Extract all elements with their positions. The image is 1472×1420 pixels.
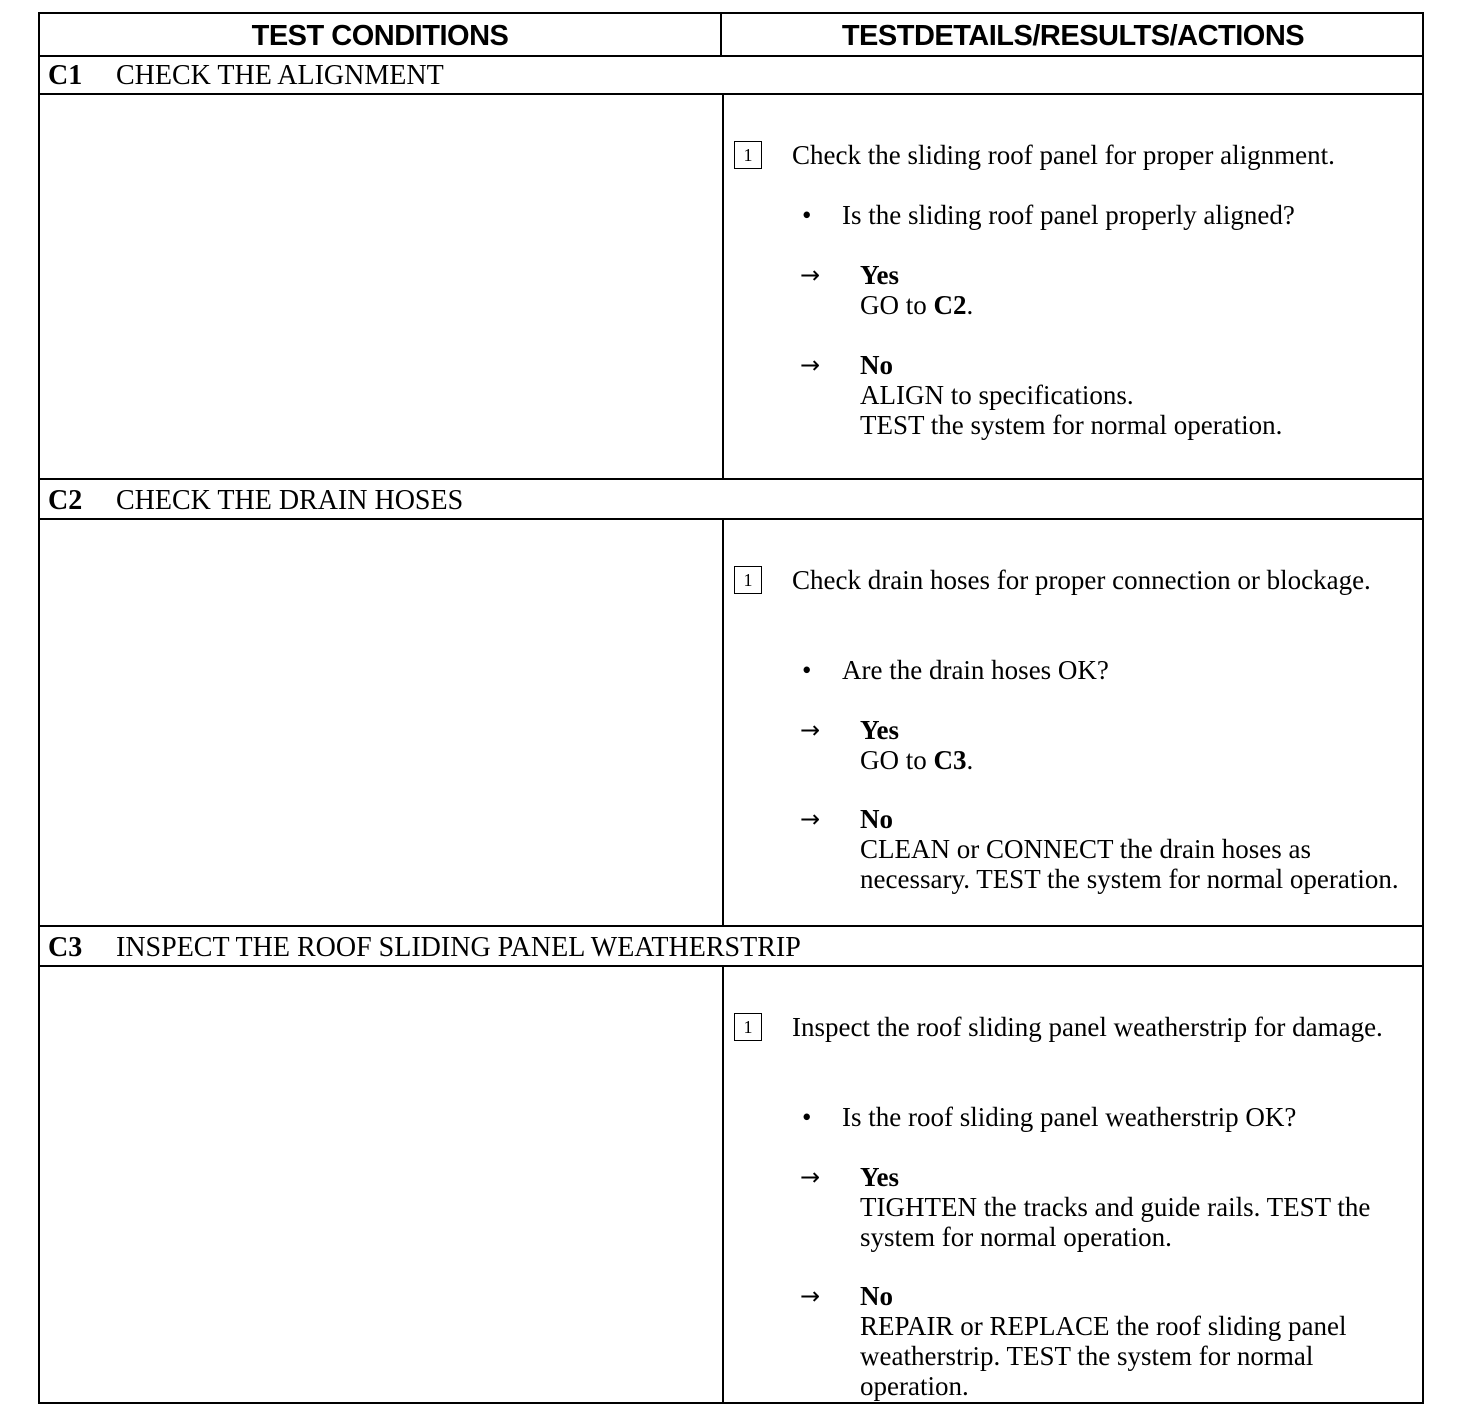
result-no — [800, 804, 1404, 924]
no-label: No — [860, 804, 893, 834]
step-body-c3 — [40, 967, 1422, 1402]
no-action: REPAIR or REPLACE the roof sliding panel weatherstrip. TEST the system for normal operation. — [860, 1311, 1347, 1401]
step-title-c1 — [40, 55, 1422, 95]
table-header — [40, 14, 1422, 57]
result-yes — [800, 1162, 1404, 1252]
arrow-right-icon: → — [800, 805, 821, 833]
arrow-right-icon: → — [800, 351, 821, 379]
step-instruction: Check the sliding roof panel for proper alignment. — [792, 140, 1335, 170]
step-title-text: CHECK THE ALIGNMENT — [116, 60, 444, 91]
result-yes — [800, 715, 1404, 775]
yes-action-prefix: GO to — [860, 745, 934, 775]
result-yes — [800, 260, 1404, 320]
step-title-c2 — [40, 480, 1422, 520]
yes-action-prefix: GO to — [860, 290, 934, 320]
bullet-icon: • — [802, 655, 812, 685]
step-number-box: 1 — [734, 566, 762, 594]
step-body-c1 — [40, 95, 1422, 480]
step-code: C1 — [48, 60, 83, 91]
step-details — [734, 967, 1404, 1402]
step-details — [734, 95, 1404, 478]
yes-label: Yes — [860, 1162, 899, 1192]
arrow-right-icon: → — [800, 716, 821, 744]
step-title-text: INSPECT THE ROOF SLIDING PANEL WEATHERSTRIP — [116, 932, 801, 963]
yes-label: Yes — [860, 260, 899, 290]
result-no — [800, 1281, 1404, 1401]
step-instruction: Check drain hoses for proper connection or blockage. — [792, 565, 1371, 595]
step-code: C2 — [48, 485, 83, 516]
arrow-right-icon: → — [800, 261, 821, 289]
column-divider — [722, 967, 724, 1402]
no-action: CLEAN or CONNECT the drain hoses as necessary. TEST the system for normal operation. — [860, 834, 1399, 894]
no-action: ALIGN to specifications. TEST the system for normal operation. — [860, 380, 1283, 440]
step-title-text: CHECK THE DRAIN HOSES — [116, 485, 464, 516]
step-instruction: Inspect the roof sliding panel weatherstrip for damage. — [792, 1012, 1383, 1042]
diagnostic-table — [38, 12, 1424, 1404]
question-text: Is the roof sliding panel weatherstrip OK? — [842, 1102, 1297, 1132]
yes-action-suffix: . — [966, 745, 974, 775]
yes-action-ref: C2 — [933, 290, 967, 320]
yes-action — [860, 290, 1404, 320]
column-divider — [722, 95, 724, 478]
column-divider — [722, 520, 724, 925]
step-body-c2 — [40, 520, 1422, 927]
question-text: Are the drain hoses OK? — [842, 655, 1109, 685]
yes-action — [860, 745, 1404, 775]
yes-label: Yes — [860, 715, 899, 745]
question-text: Is the sliding roof panel properly aligned? — [842, 200, 1295, 230]
arrow-right-icon: → — [800, 1163, 821, 1191]
no-label: No — [860, 1281, 893, 1311]
result-no — [800, 350, 1404, 440]
bullet-icon: • — [802, 1102, 812, 1132]
step-title-c3 — [40, 927, 1422, 967]
bullet-icon: • — [802, 200, 812, 230]
arrow-right-icon: → — [800, 1282, 821, 1310]
header-test-details: TESTDETAILS/RESULTS/ACTIONS — [841, 20, 1305, 52]
yes-action: TIGHTEN the tracks and guide rails. TEST the system for normal operation. — [860, 1192, 1371, 1252]
step-code: C3 — [48, 932, 83, 963]
yes-action-ref: C3 — [933, 745, 967, 775]
no-label: No — [860, 350, 893, 380]
header-test-conditions: TEST CONDITIONS — [40, 14, 722, 55]
step-details — [734, 520, 1404, 925]
step-number-box: 1 — [734, 141, 762, 169]
step-number-box: 1 — [734, 1013, 762, 1041]
yes-action-suffix: . — [966, 290, 974, 320]
